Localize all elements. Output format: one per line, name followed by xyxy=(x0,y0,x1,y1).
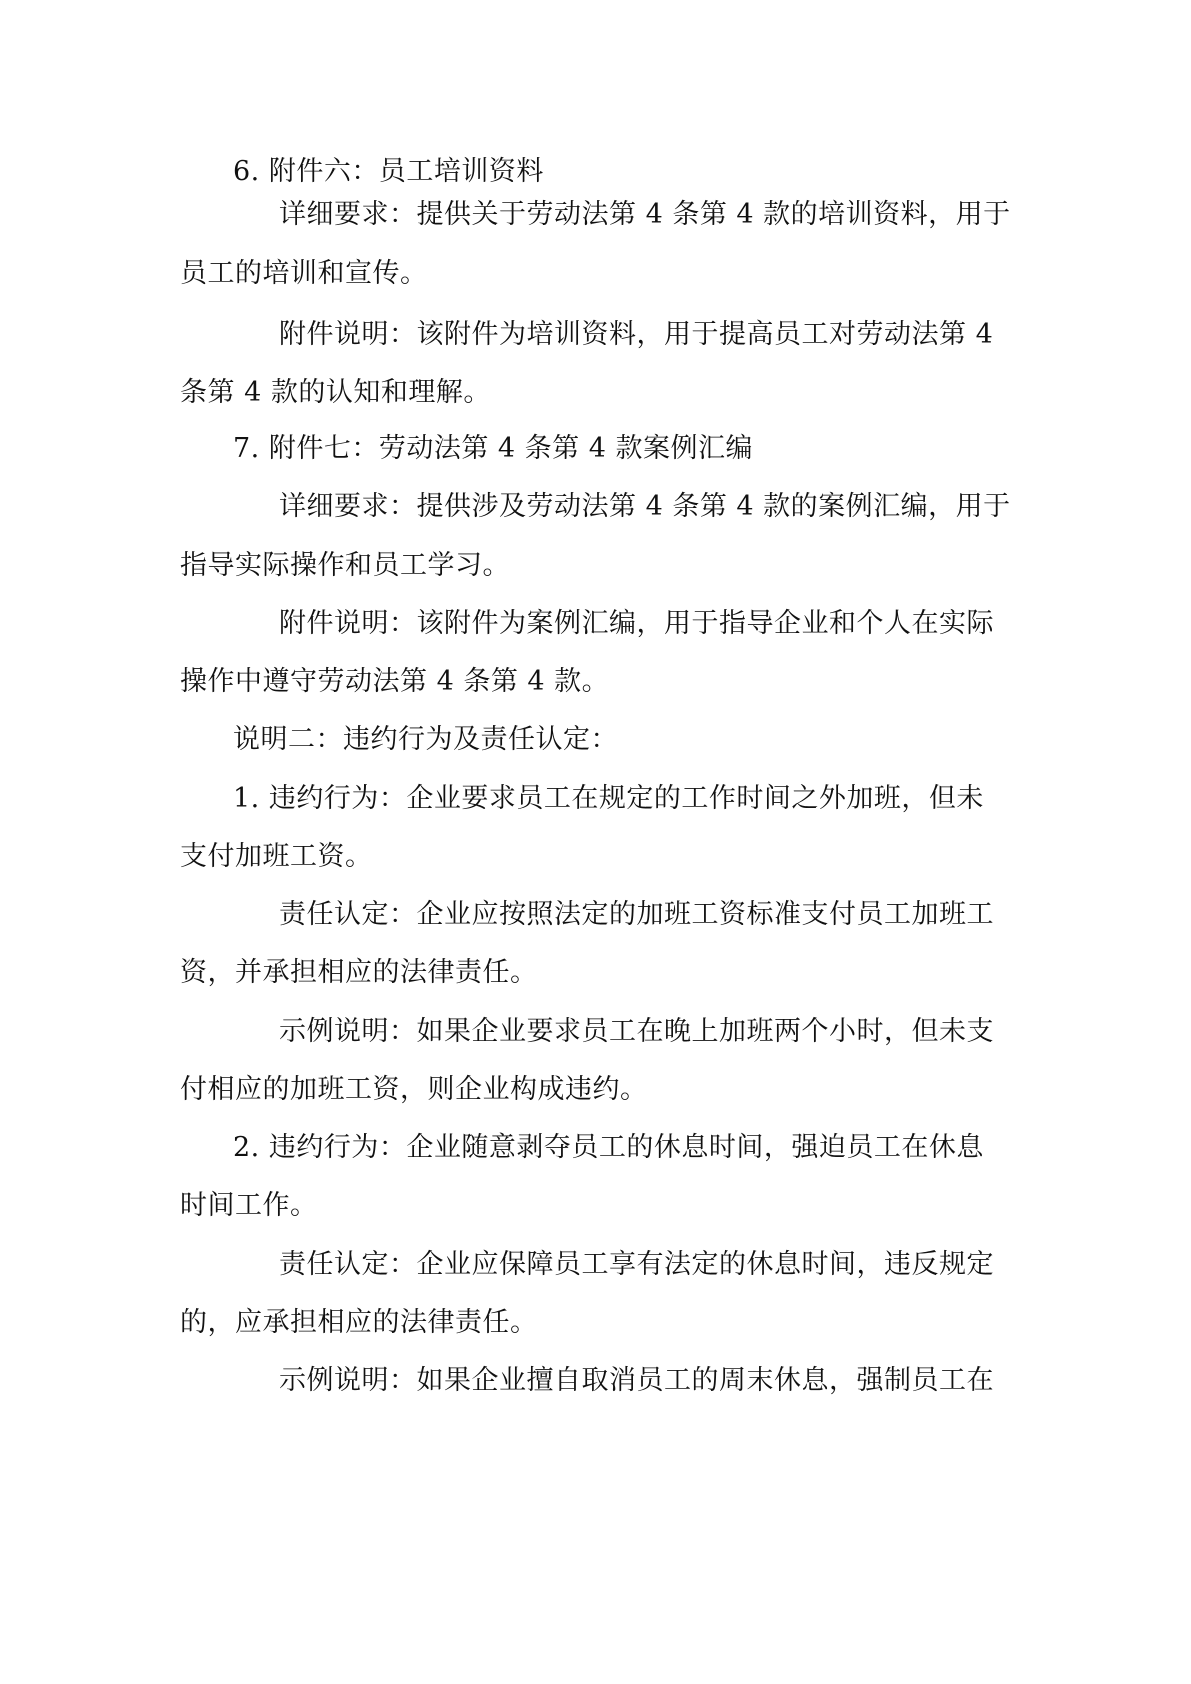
paragraph-line: 操作中遵守劳动法第 4 条第 4 款。 xyxy=(180,666,610,697)
paragraph-line: 附件说明：该附件为案例汇编，用于指导企业和个人在实际 xyxy=(279,608,994,639)
paragraph-line: 责任认定：企业应按照法定的加班工资标准支付员工加班工 xyxy=(279,899,994,930)
paragraph-line: 详细要求：提供关于劳动法第 4 条第 4 款的培训资料，用于 xyxy=(279,199,1011,230)
paragraph-line: 指导实际操作和员工学习。 xyxy=(180,550,510,581)
paragraph-line: 附件说明：该附件为培训资料，用于提高员工对劳动法第 4 xyxy=(279,319,994,350)
paragraph-line: 详细要求：提供涉及劳动法第 4 条第 4 款的案例汇编，用于 xyxy=(279,491,1011,522)
paragraph-line: 员工的培训和宣传。 xyxy=(180,258,428,289)
paragraph-line: 示例说明：如果企业要求员工在晚上加班两个小时，但未支 xyxy=(279,1016,994,1047)
paragraph-line: 的，应承担相应的法律责任。 xyxy=(180,1307,538,1338)
section-2-heading: 说明二：违约行为及责任认定： xyxy=(233,724,618,755)
paragraph-line: 支付加班工资。 xyxy=(180,841,373,872)
attachment-6-heading: 6. 附件六：员工培训资料 xyxy=(233,156,544,187)
paragraph-line: 条第 4 款的认知和理解。 xyxy=(180,377,491,408)
paragraph-line: 责任认定：企业应保障员工享有法定的休息时间，违反规定 xyxy=(279,1249,994,1280)
attachment-7-heading: 7. 附件七：劳动法第 4 条第 4 款案例汇编 xyxy=(233,433,754,464)
paragraph-line: 时间工作。 xyxy=(180,1190,318,1221)
violation-2-line: 2. 违约行为：企业随意剥夺员工的休息时间，强迫员工在休息 xyxy=(233,1132,984,1163)
paragraph-line: 示例说明：如果企业擅自取消员工的周末休息，强制员工在 xyxy=(279,1365,994,1396)
paragraph-line: 资，并承担相应的法律责任。 xyxy=(180,957,538,988)
paragraph-line: 付相应的加班工资，则企业构成违约。 xyxy=(180,1074,648,1105)
violation-1-line: 1. 违约行为：企业要求员工在规定的工作时间之外加班，但未 xyxy=(233,783,984,814)
